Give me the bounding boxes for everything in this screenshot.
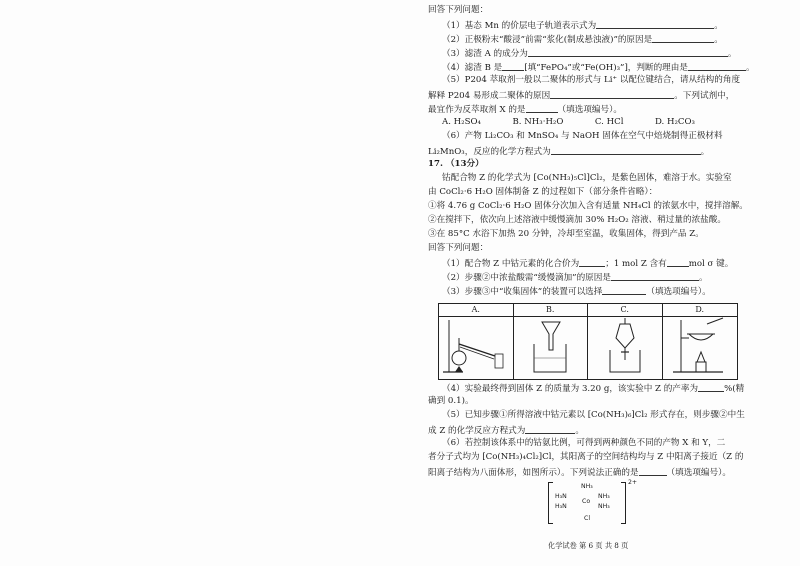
distillation-apparatus-icon [439, 316, 513, 378]
apparatus-option-a[interactable] [439, 304, 514, 379]
question-17-1: （1）配合物 Z 中钴元素的化合价为 ；1 mol Z 含有 mol σ 键。 [442, 256, 733, 272]
option-b[interactable]: B. NH₃·H₂O [512, 117, 564, 127]
answer-blank[interactable] [688, 60, 746, 71]
answer-blank[interactable] [579, 256, 605, 267]
question-17-6-cont: 者分子式均为 [Co(NH₃)₄Cl₂]Cl，其阳离子的空间结构均与 Z 中阳离子接近（Z 的 [428, 452, 744, 462]
question-17-4-cont: 确到 0.1)。 [428, 396, 474, 406]
question-16-2: （2）正极粉末“酸浸”前需“浆化(制成悬浊液)”的原因是 。 [442, 32, 723, 48]
question-17-2: （2）步骤②中浓盐酸需“缓慢滴加”的原因是 。 [442, 270, 708, 286]
question-16-5-cont2: 最宜作为反萃取剂 X 的是 （填选项编号）。 [428, 102, 622, 118]
answer-blank[interactable] [502, 60, 524, 71]
answer-blank[interactable] [639, 465, 667, 476]
question-16-5-cont: 解释 P204 易形成二聚体的原因 。下列试剂中， [428, 88, 734, 104]
apparatus-label: C. [588, 304, 662, 317]
answer-blank[interactable] [652, 32, 714, 43]
options-16-5 [442, 116, 695, 130]
question-17-6-cont2: 阳离子结构为八面体形，如图所示）。下列说法正确的是 （填选项编号）。 [428, 465, 731, 481]
answer-blank[interactable] [551, 144, 701, 155]
apparatus-label: B. [514, 304, 588, 317]
question-16-1: （1）基态 Mn 的价层电子轨道表示式为 。 [442, 18, 723, 34]
left-bracket [548, 482, 553, 524]
option-c[interactable]: C. HCl [594, 117, 624, 127]
ligand-left-upper: H₃N [555, 493, 567, 500]
right-bracket [621, 482, 626, 524]
apparatus-label: A. [439, 304, 513, 317]
apparatus-option-d[interactable] [663, 304, 738, 379]
ligand-left-lower: H₃N [555, 503, 567, 510]
question-17-intro: 钴配合物 Z 的化学式为 [Co(NH₃)₅Cl]Cl₂，是紫色固体，难溶于水。实验室 [442, 173, 732, 183]
answer-blank[interactable] [525, 423, 575, 434]
option-a[interactable]: A. H₂SO₄ [442, 117, 481, 127]
ligand-bottom: Cl [584, 515, 591, 522]
funnel-beaker-icon [514, 316, 588, 378]
ligand-top: NH₃ [581, 483, 593, 490]
evaporating-dish-icon [663, 316, 737, 378]
answer-prompt: 回答下列问题： [428, 5, 489, 15]
apparatus-options-table [438, 303, 738, 380]
step-1: ①将 4.76 g CoCl₂·6 H₂O 固体分次加入含有适量 NH₄Cl 的浓氨水中，搅拌溶解。 [428, 201, 748, 211]
question-16-4: （4）滤渣 B 是 [填“FePO₄”或“Fe(OH)₃”]，判断的理由是 。 [442, 60, 755, 76]
option-d[interactable]: D. H₂CO₃ [654, 117, 695, 127]
question-16-3: （3）滤渣 A 的成分为 。 [442, 46, 737, 62]
question-16-6: （6）产物 Li₂CO₃ 和 MnSO₄ 与 NaOH 固体在空气中焙烧制得正极材料 [442, 131, 723, 141]
apparatus-label: D. [663, 304, 738, 317]
step-3: ③在 85°C 水浴下加热 20 分钟，冷却至室温，收集固体，得到产品 Z。 [428, 229, 704, 239]
central-atom: Co [582, 498, 591, 505]
answer-blank[interactable] [698, 381, 724, 392]
question-17-6: （6）若控制该体系中的钴氨比例，可得到两种颜色不同的产物 X 和 Y，二 [442, 438, 726, 448]
question-17-heading: 17. （13分） [428, 159, 484, 169]
answer-blank[interactable] [667, 256, 689, 267]
question-16-6-cont: Li₂MnO₃，反应的化学方程式为 。 [428, 144, 709, 160]
answer-blank[interactable] [611, 270, 699, 281]
answer-blank[interactable] [596, 18, 714, 29]
ion-charge: 2+ [628, 479, 638, 486]
answer-blank[interactable] [526, 102, 558, 113]
ligand-right-upper: NH₃ [598, 493, 610, 500]
separatory-funnel-icon [588, 316, 662, 378]
cation-structure-diagram [548, 479, 638, 524]
ligand-right-lower: NH₃ [598, 503, 610, 510]
apparatus-option-c[interactable] [588, 304, 663, 379]
question-text-column [428, 4, 772, 556]
page-footer: 化学试卷 第 6 页 共 8 页 [548, 541, 629, 550]
question-17-5: （5）已知步骤①所得溶液中钴元素以 [Co(NH₃)₆]Cl₂ 形式存在，则步骤②中生 [442, 410, 745, 420]
answer-blank[interactable] [528, 46, 728, 57]
question-17-5-cont: 成 Z 的化学反应方程式为 。 [428, 423, 584, 439]
question-17-4: （4）实验最终得到固体 Z 的质量为 3.20 g，该实验中 Z 的产率为 %(精 [442, 381, 744, 397]
question-17-3: （3）步骤③中“收集固体”的装置可以选择 （填选项编号）。 [442, 284, 711, 300]
answer-blank[interactable] [550, 88, 674, 99]
question-17-intro-cont: 由 CoCl₂·6 H₂O 固体制备 Z 的过程如下（部分条件省略）： [428, 187, 658, 197]
answer-blank[interactable] [602, 284, 646, 295]
answer-prompt-17: 回答下列问题： [428, 243, 489, 253]
question-16-5: （5）P204 萃取剂一般以二聚体的形式与 Li⁺ 以配位键结合，请从结构的角度 [442, 75, 741, 85]
apparatus-option-b[interactable] [514, 304, 589, 379]
step-2: ②在搅拌下，依次向上述溶液中缓慢滴加 30% H₂O₂ 溶液、稍过量的浓盐酸。 [428, 215, 726, 225]
